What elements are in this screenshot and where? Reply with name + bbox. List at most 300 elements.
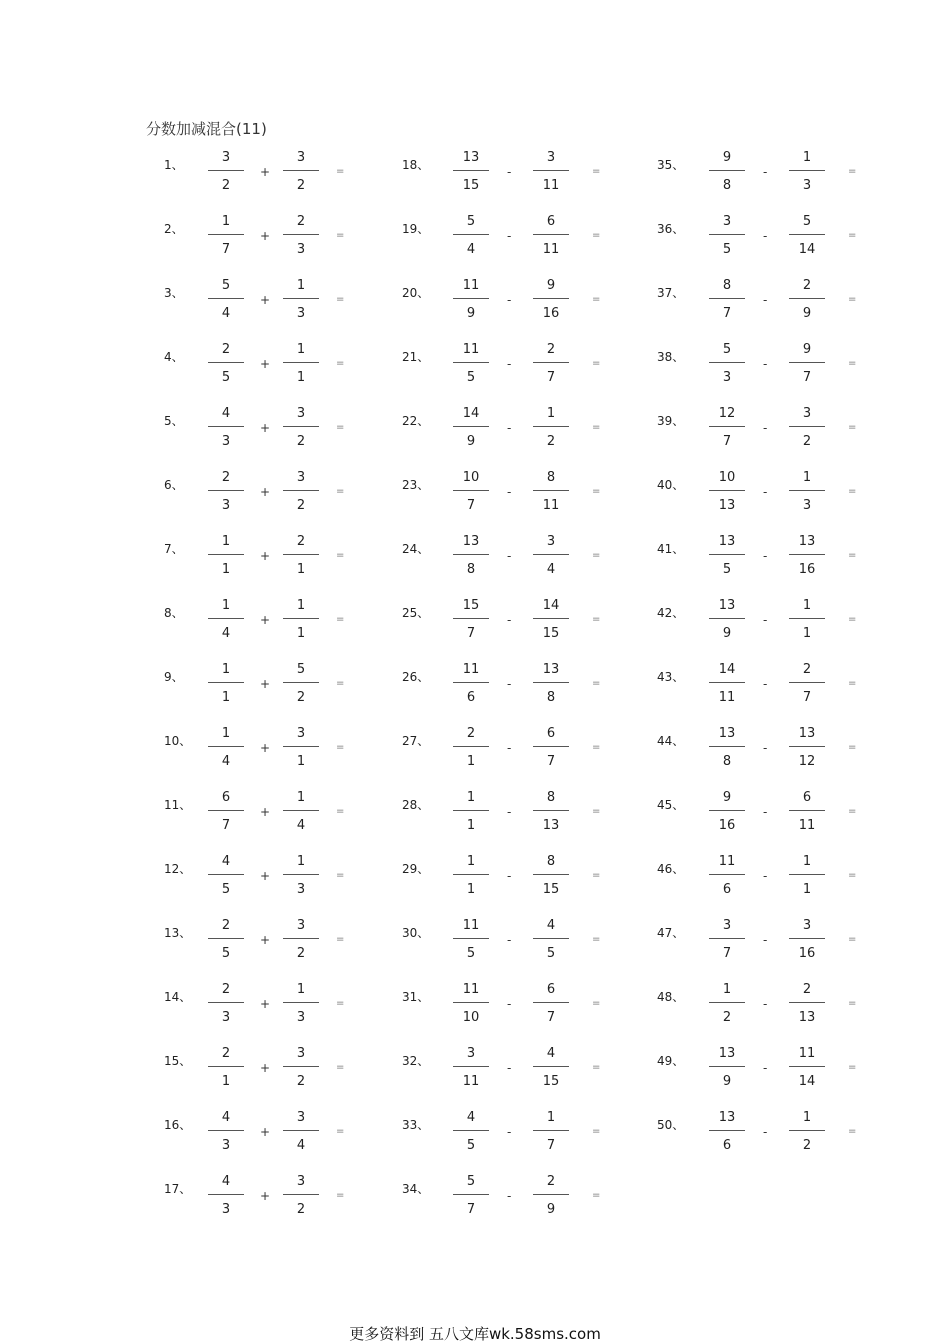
- operator-sign: -: [763, 869, 768, 883]
- fraction-bar: [533, 682, 569, 683]
- numerator: 6: [546, 982, 556, 997]
- fraction: [283, 214, 319, 264]
- equals-sign: =: [848, 998, 857, 1009]
- fraction: [533, 662, 569, 712]
- fraction-bar: [208, 682, 244, 683]
- fraction-bar: [283, 682, 319, 683]
- fraction: [283, 406, 319, 456]
- operator-sign: +: [260, 869, 271, 883]
- operator-sign: -: [507, 229, 512, 243]
- denominator: 14: [798, 242, 816, 257]
- operator-sign: +: [260, 421, 271, 435]
- equals-sign: =: [848, 1062, 857, 1073]
- fraction-bar: [453, 234, 489, 235]
- numerator: 2: [221, 1046, 231, 1061]
- numerator: 13: [718, 534, 736, 549]
- fraction: [533, 534, 569, 584]
- fraction-bar: [789, 1066, 825, 1067]
- fraction: [709, 150, 745, 200]
- denominator: 7: [546, 754, 556, 769]
- operator-sign: +: [260, 613, 271, 627]
- equals-sign: =: [336, 550, 345, 561]
- denominator: 9: [466, 306, 476, 321]
- numerator: 1: [296, 278, 306, 293]
- equals-sign: =: [848, 358, 857, 369]
- fraction-bar: [453, 682, 489, 683]
- problem-number: 9、: [164, 670, 184, 684]
- equals-sign: =: [592, 678, 601, 689]
- denominator: 8: [722, 754, 732, 769]
- fraction: [283, 918, 319, 968]
- numerator: 2: [296, 214, 306, 229]
- fraction: [208, 1110, 244, 1160]
- equals-sign: =: [848, 1126, 857, 1137]
- fraction-bar: [208, 938, 244, 939]
- problem-number: 34、: [402, 1182, 430, 1196]
- fraction: [533, 1110, 569, 1160]
- equals-sign: =: [592, 614, 601, 625]
- denominator: 9: [802, 306, 812, 321]
- numerator: 8: [546, 790, 556, 805]
- numerator: 8: [546, 470, 556, 485]
- fraction-bar: [533, 938, 569, 939]
- numerator: 2: [546, 1174, 556, 1189]
- numerator: 11: [718, 854, 736, 869]
- fraction-bar: [283, 618, 319, 619]
- fraction-bar: [208, 1066, 244, 1067]
- denominator: 2: [296, 946, 306, 961]
- denominator: 2: [296, 690, 306, 705]
- numerator: 10: [462, 470, 480, 485]
- operator-sign: -: [763, 741, 768, 755]
- fraction-bar: [283, 298, 319, 299]
- fraction-bar: [789, 618, 825, 619]
- numerator: 11: [462, 342, 480, 357]
- operator-sign: -: [763, 613, 768, 627]
- operator-sign: +: [260, 549, 271, 563]
- operator-sign: -: [507, 549, 512, 563]
- problem-number: 11、: [164, 798, 192, 812]
- problem-number: 16、: [164, 1118, 192, 1132]
- operator-sign: +: [260, 229, 271, 243]
- problem-number: 3、: [164, 286, 184, 300]
- fraction-bar: [709, 1002, 745, 1003]
- numerator: 14: [542, 598, 560, 613]
- numerator: 2: [221, 470, 231, 485]
- fraction: [208, 854, 244, 904]
- denominator: 7: [221, 818, 231, 833]
- denominator: 2: [296, 1074, 306, 1089]
- equals-sign: =: [336, 742, 345, 753]
- problem-number: 50、: [657, 1118, 685, 1132]
- problem-number: 14、: [164, 990, 192, 1004]
- fraction-bar: [789, 810, 825, 811]
- denominator: 1: [466, 754, 476, 769]
- fraction: [208, 1174, 244, 1224]
- denominator: 3: [296, 882, 306, 897]
- fraction: [453, 214, 489, 264]
- equals-sign: =: [848, 870, 857, 881]
- fraction-bar: [283, 170, 319, 171]
- denominator: 8: [546, 690, 556, 705]
- fraction: [283, 342, 319, 392]
- fraction-bar: [789, 874, 825, 875]
- equals-sign: =: [592, 1126, 601, 1137]
- problem-number: 28、: [402, 798, 430, 812]
- fraction: [453, 1174, 489, 1224]
- fraction: [789, 342, 825, 392]
- fraction: [789, 278, 825, 328]
- denominator: 5: [221, 370, 231, 385]
- fraction-bar: [533, 874, 569, 875]
- fraction: [789, 470, 825, 520]
- fraction: [208, 918, 244, 968]
- denominator: 3: [221, 498, 231, 513]
- fraction-bar: [533, 1130, 569, 1131]
- numerator: 5: [802, 214, 812, 229]
- operator-sign: -: [763, 421, 768, 435]
- denominator: 6: [722, 882, 732, 897]
- operator-sign: +: [260, 1189, 271, 1203]
- fraction: [789, 982, 825, 1032]
- fraction-bar: [533, 810, 569, 811]
- numerator: 3: [296, 1110, 306, 1125]
- problem-number: 36、: [657, 222, 685, 236]
- denominator: 7: [546, 370, 556, 385]
- denominator: 5: [466, 370, 476, 385]
- equals-sign: =: [336, 422, 345, 433]
- fraction-bar: [709, 298, 745, 299]
- numerator: 1: [802, 854, 812, 869]
- numerator: 2: [546, 342, 556, 357]
- operator-sign: +: [260, 997, 271, 1011]
- numerator: 2: [802, 662, 812, 677]
- equals-sign: =: [336, 998, 345, 1009]
- fraction: [789, 598, 825, 648]
- numerator: 6: [546, 214, 556, 229]
- fraction-bar: [709, 362, 745, 363]
- fraction: [453, 598, 489, 648]
- fraction-bar: [453, 298, 489, 299]
- problem-number: 17、: [164, 1182, 192, 1196]
- operator-sign: -: [507, 1189, 512, 1203]
- fraction-bar: [208, 554, 244, 555]
- operator-sign: -: [763, 229, 768, 243]
- numerator: 1: [802, 470, 812, 485]
- fraction-bar: [533, 234, 569, 235]
- fraction: [533, 150, 569, 200]
- denominator: 2: [296, 1202, 306, 1217]
- footer-text: 更多资料到 五八文库wk.58sms.com: [349, 1325, 601, 1343]
- numerator: 5: [221, 278, 231, 293]
- fraction: [453, 790, 489, 840]
- worksheet-title: 分数加减混合(11): [146, 120, 267, 138]
- numerator: 2: [296, 534, 306, 549]
- denominator: 4: [221, 754, 231, 769]
- fraction-bar: [533, 554, 569, 555]
- fraction: [789, 406, 825, 456]
- numerator: 13: [798, 726, 816, 741]
- denominator: 6: [722, 1138, 732, 1153]
- problem-number: 31、: [402, 990, 430, 1004]
- numerator: 13: [542, 662, 560, 677]
- problem-number: 25、: [402, 606, 430, 620]
- denominator: 5: [466, 1138, 476, 1153]
- operator-sign: -: [507, 165, 512, 179]
- fraction: [709, 598, 745, 648]
- fraction: [208, 470, 244, 520]
- fraction-bar: [453, 170, 489, 171]
- numerator: 1: [546, 1110, 556, 1125]
- equals-sign: =: [336, 1190, 345, 1201]
- problem-number: 47、: [657, 926, 685, 940]
- operator-sign: +: [260, 357, 271, 371]
- problem-number: 4、: [164, 350, 184, 364]
- fraction: [283, 1174, 319, 1224]
- equals-sign: =: [848, 294, 857, 305]
- equals-sign: =: [336, 934, 345, 945]
- problem-number: 23、: [402, 478, 430, 492]
- fraction: [283, 534, 319, 584]
- equals-sign: =: [592, 870, 601, 881]
- operator-sign: -: [507, 869, 512, 883]
- denominator: 10: [462, 1010, 480, 1025]
- numerator: 9: [802, 342, 812, 357]
- problem-number: 26、: [402, 670, 430, 684]
- denominator: 4: [466, 242, 476, 257]
- numerator: 11: [462, 662, 480, 677]
- fraction-bar: [709, 874, 745, 875]
- fraction: [283, 278, 319, 328]
- denominator: 13: [798, 1010, 816, 1025]
- fraction: [709, 1110, 745, 1160]
- problem-number: 42、: [657, 606, 685, 620]
- equals-sign: =: [336, 678, 345, 689]
- denominator: 4: [296, 1138, 306, 1153]
- denominator: 1: [221, 1074, 231, 1089]
- fraction: [789, 214, 825, 264]
- fraction: [208, 214, 244, 264]
- equals-sign: =: [848, 166, 857, 177]
- denominator: 7: [722, 946, 732, 961]
- fraction: [208, 726, 244, 776]
- problem-number: 10、: [164, 734, 192, 748]
- problem-number: 46、: [657, 862, 685, 876]
- fraction-bar: [453, 1130, 489, 1131]
- numerator: 4: [221, 406, 231, 421]
- numerator: 3: [296, 918, 306, 933]
- denominator: 1: [296, 562, 306, 577]
- problem-number: 45、: [657, 798, 685, 812]
- denominator: 7: [221, 242, 231, 257]
- operator-sign: -: [507, 1061, 512, 1075]
- fraction-bar: [709, 426, 745, 427]
- fraction-bar: [283, 362, 319, 363]
- fraction-bar: [789, 490, 825, 491]
- fraction-bar: [709, 618, 745, 619]
- fraction-bar: [283, 874, 319, 875]
- fraction-bar: [709, 1130, 745, 1131]
- equals-sign: =: [592, 422, 601, 433]
- denominator: 1: [466, 818, 476, 833]
- denominator: 15: [542, 626, 560, 641]
- numerator: 2: [221, 342, 231, 357]
- numerator: 13: [718, 598, 736, 613]
- fraction-bar: [533, 426, 569, 427]
- operator-sign: -: [763, 933, 768, 947]
- fraction-bar: [533, 490, 569, 491]
- fraction: [709, 278, 745, 328]
- operator-sign: -: [507, 421, 512, 435]
- fraction: [453, 982, 489, 1032]
- numerator: 1: [546, 406, 556, 421]
- fraction-bar: [533, 1194, 569, 1195]
- numerator: 3: [466, 1046, 476, 1061]
- problem-number: 24、: [402, 542, 430, 556]
- fraction: [533, 470, 569, 520]
- fraction: [208, 150, 244, 200]
- operator-sign: -: [763, 549, 768, 563]
- fraction-bar: [208, 170, 244, 171]
- denominator: 7: [546, 1010, 556, 1025]
- problem-number: 27、: [402, 734, 430, 748]
- numerator: 13: [718, 726, 736, 741]
- operator-sign: -: [763, 677, 768, 691]
- fraction: [709, 662, 745, 712]
- fraction-bar: [533, 362, 569, 363]
- numerator: 1: [296, 342, 306, 357]
- fraction: [709, 534, 745, 584]
- numerator: 1: [221, 534, 231, 549]
- numerator: 11: [462, 918, 480, 933]
- equals-sign: =: [592, 1190, 601, 1201]
- fraction-bar: [533, 1066, 569, 1067]
- numerator: 4: [221, 854, 231, 869]
- fraction: [533, 1046, 569, 1096]
- problem-number: 44、: [657, 734, 685, 748]
- fraction-bar: [709, 234, 745, 235]
- fraction: [453, 406, 489, 456]
- numerator: 14: [462, 406, 480, 421]
- fraction-bar: [709, 746, 745, 747]
- fraction: [709, 1046, 745, 1096]
- operator-sign: -: [507, 933, 512, 947]
- fraction-bar: [709, 490, 745, 491]
- equals-sign: =: [848, 678, 857, 689]
- equals-sign: =: [848, 614, 857, 625]
- operator-sign: +: [260, 805, 271, 819]
- denominator: 16: [798, 946, 816, 961]
- denominator: 1: [802, 626, 812, 641]
- fraction-bar: [283, 1194, 319, 1195]
- denominator: 2: [722, 1010, 732, 1025]
- numerator: 3: [296, 1174, 306, 1189]
- equals-sign: =: [848, 806, 857, 817]
- operator-sign: +: [260, 293, 271, 307]
- fraction: [208, 342, 244, 392]
- denominator: 5: [466, 946, 476, 961]
- denominator: 3: [221, 1202, 231, 1217]
- equals-sign: =: [848, 742, 857, 753]
- fraction-bar: [709, 682, 745, 683]
- fraction: [283, 598, 319, 648]
- operator-sign: -: [763, 1125, 768, 1139]
- fraction: [789, 662, 825, 712]
- numerator: 2: [221, 918, 231, 933]
- equals-sign: =: [336, 230, 345, 241]
- numerator: 3: [802, 406, 812, 421]
- numerator: 11: [798, 1046, 816, 1061]
- denominator: 9: [466, 434, 476, 449]
- numerator: 5: [466, 214, 476, 229]
- fraction-bar: [453, 362, 489, 363]
- fraction: [789, 726, 825, 776]
- problem-number: 13、: [164, 926, 192, 940]
- equals-sign: =: [336, 870, 345, 881]
- numerator: 12: [718, 406, 736, 421]
- fraction: [208, 1046, 244, 1096]
- denominator: 8: [722, 178, 732, 193]
- numerator: 8: [722, 278, 732, 293]
- fraction-bar: [533, 170, 569, 171]
- denominator: 1: [296, 370, 306, 385]
- denominator: 3: [296, 306, 306, 321]
- denominator: 7: [546, 1138, 556, 1153]
- denominator: 2: [296, 178, 306, 193]
- problem-number: 38、: [657, 350, 685, 364]
- fraction: [789, 1110, 825, 1160]
- numerator: 4: [546, 1046, 556, 1061]
- numerator: 1: [296, 790, 306, 805]
- fraction: [789, 790, 825, 840]
- fraction: [208, 790, 244, 840]
- denominator: 16: [798, 562, 816, 577]
- denominator: 15: [542, 882, 560, 897]
- denominator: 13: [542, 818, 560, 833]
- fraction: [709, 726, 745, 776]
- equals-sign: =: [592, 1062, 601, 1073]
- problem-number: 40、: [657, 478, 685, 492]
- fraction: [208, 534, 244, 584]
- fraction: [283, 726, 319, 776]
- problem-number: 21、: [402, 350, 430, 364]
- fraction-bar: [709, 1066, 745, 1067]
- fraction: [283, 854, 319, 904]
- numerator: 8: [546, 854, 556, 869]
- numerator: 6: [546, 726, 556, 741]
- fraction-bar: [789, 682, 825, 683]
- numerator: 3: [296, 406, 306, 421]
- denominator: 2: [221, 178, 231, 193]
- numerator: 5: [722, 342, 732, 357]
- operator-sign: -: [763, 357, 768, 371]
- numerator: 4: [221, 1110, 231, 1125]
- denominator: 4: [221, 626, 231, 641]
- numerator: 13: [462, 534, 480, 549]
- fraction: [453, 918, 489, 968]
- problem-number: 32、: [402, 1054, 430, 1068]
- problem-number: 30、: [402, 926, 430, 940]
- fraction-bar: [533, 746, 569, 747]
- fraction-bar: [283, 1130, 319, 1131]
- problem-number: 15、: [164, 1054, 192, 1068]
- denominator: 2: [546, 434, 556, 449]
- denominator: 8: [466, 562, 476, 577]
- equals-sign: =: [592, 934, 601, 945]
- fraction-bar: [283, 426, 319, 427]
- denominator: 3: [296, 1010, 306, 1025]
- numerator: 3: [296, 1046, 306, 1061]
